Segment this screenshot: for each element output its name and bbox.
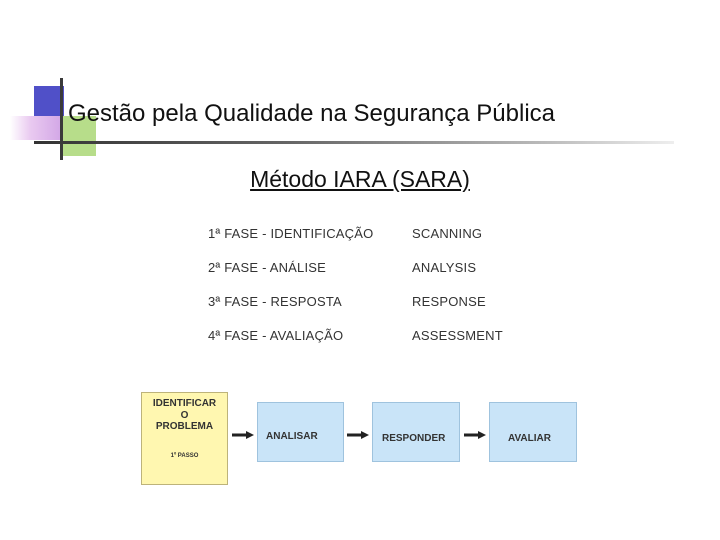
title-underline-rule [34, 141, 674, 144]
phase-name-en: ANALYSIS [412, 260, 477, 275]
slide-subtitle: Método IARA (SARA) [250, 166, 470, 192]
decor-vertical-line [60, 78, 63, 160]
identify-line: PROBLEMA [155, 421, 214, 432]
evaluate-label: AVALIAR [508, 433, 551, 444]
respond-box [372, 402, 460, 462]
phase-name-en: RESPONSE [412, 294, 486, 309]
phase-name-pt: 3ª FASE - RESPOSTA [208, 294, 342, 309]
analyze-box [257, 402, 344, 462]
evaluate-box [489, 402, 577, 462]
phase-name-pt: 4ª FASE - AVALIAÇÃO [208, 328, 344, 343]
phase-name-pt: 1ª FASE - IDENTIFICAÇÃO [208, 226, 374, 241]
phase-name-pt: 2ª FASE - ANÁLISE [208, 260, 327, 275]
identify-problem-box [141, 392, 228, 485]
arrow-right-icon [464, 431, 486, 439]
identify-line: IDENTIFICAR [152, 398, 217, 409]
phase-name-en: ASSESSMENT [412, 328, 503, 343]
analyze-label: ANALISAR [266, 431, 318, 442]
arrow-right-icon [232, 431, 254, 439]
phase-name-en: SCANNING [412, 226, 483, 241]
respond-label: RESPONDER [382, 433, 446, 444]
decor-pink-square [10, 116, 62, 140]
identify-line: O [180, 409, 189, 421]
identify-step-label: 1º PASSO [170, 453, 199, 459]
arrow-right-icon [347, 431, 369, 439]
slide-title: Gestão pela Qualidade na Segurança Pública [68, 100, 556, 127]
